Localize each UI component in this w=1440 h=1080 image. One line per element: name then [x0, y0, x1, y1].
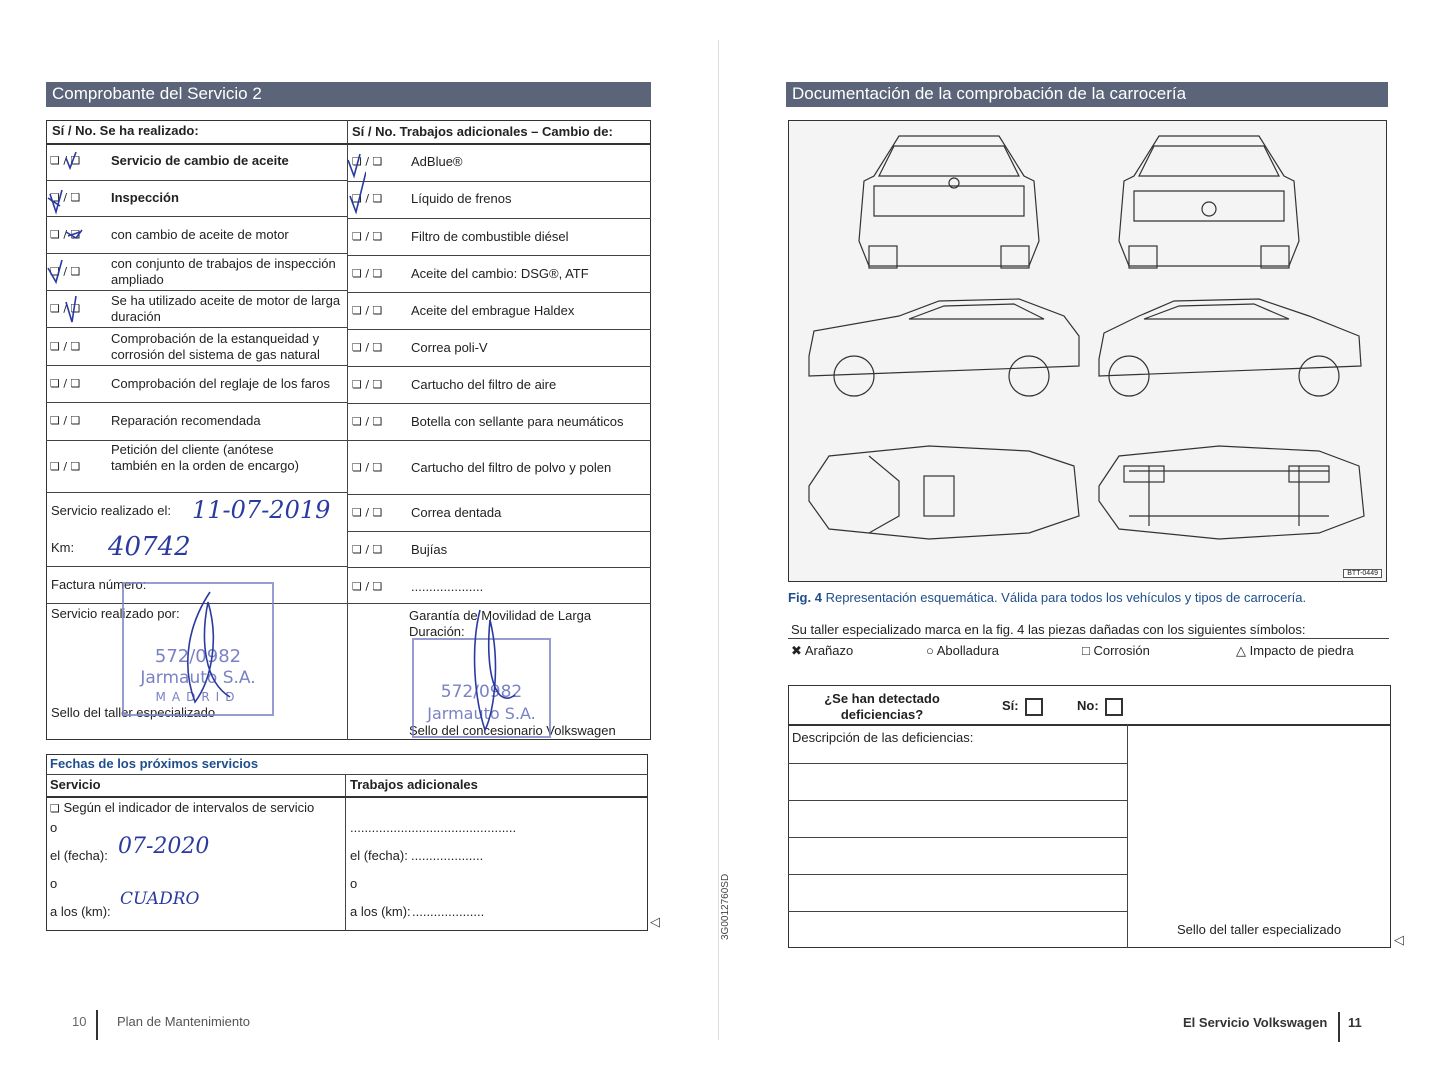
- checkbox-diesel-filter[interactable]: ❏ / ❏: [352, 230, 383, 243]
- item-customer-request: Petición del cliente (anótese también en la orden de encargo): [111, 442, 299, 473]
- stamp-number: 572/0982: [154, 646, 242, 667]
- yes-label: Sí:: [1002, 698, 1019, 713]
- checkbox-gear-oil[interactable]: ❏ / ❏: [352, 267, 383, 280]
- vehicle-diagram: [788, 120, 1387, 582]
- extra-other: ....................: [411, 579, 484, 594]
- extra-poly-v: Correa poli-V: [411, 340, 488, 355]
- yes-checkbox[interactable]: [1025, 698, 1043, 716]
- marks-intro: Su taller especializado marca en la fig. 4 las piezas dañadas con los siguientes símbolos:: [791, 622, 1306, 637]
- symbol-dent: [926, 643, 999, 659]
- extra-date-label: el (fecha):: [350, 848, 408, 863]
- page-number-right: 11: [1348, 1015, 1362, 1030]
- no-label: No:: [1077, 698, 1099, 713]
- figure-label: Fig. 4: [788, 590, 822, 605]
- spine-code: 3G0012760SD: [720, 873, 731, 940]
- continue-triangle-left: ◁: [650, 914, 660, 929]
- stamp-company: Jarmauto S.A.: [140, 668, 256, 688]
- checkbox-brake-fluid[interactable]: ❏ / ❏: [352, 192, 383, 205]
- section-header-service-2: Comprobante del Servicio 2: [46, 82, 651, 107]
- checkbox-headlights[interactable]: ❏ / ❏: [50, 377, 81, 390]
- figure-caption-text: Representación esquemática. Válida para todos los vehículos y tipos de carrocería.: [825, 590, 1307, 605]
- no-checkbox[interactable]: [1105, 698, 1123, 716]
- dent-icon: ○: [926, 643, 934, 658]
- symbol-dent-label: Abolladura: [936, 643, 999, 658]
- symbol-corrosion: [1082, 643, 1150, 659]
- workshop-stamp-label-right: Sello del taller especializado: [1177, 922, 1342, 937]
- car-side-view-sedan: [809, 299, 1079, 396]
- section-header-body-check: Documentación de la comprobación de la carrocería: [786, 82, 1388, 107]
- extra-timing-belt: Correa dentada: [411, 505, 502, 520]
- service-date-label: Servicio realizado el:: [51, 503, 171, 518]
- handwritten-checkmarks: [46, 146, 366, 566]
- checkbox-other[interactable]: ❏ / ❏: [352, 580, 383, 593]
- checkbox-pollen-filter[interactable]: ❏ / ❏: [352, 461, 383, 474]
- item-gas-system: Comprobación de la estanqueidad y corrosión del sistema de gas natural: [111, 331, 320, 362]
- or-3: o: [350, 876, 358, 891]
- interval-text: Según el indicador de intervalos de servicio: [63, 800, 315, 815]
- or-2: o: [50, 876, 58, 891]
- car-underbody-view: [1099, 446, 1364, 539]
- col-header-extra: Sí / No. Trabajos adicionales – Cambio de:: [352, 124, 613, 139]
- extra-date-dots: ....................: [411, 848, 484, 863]
- footer-title-right: El Servicio Volkswagen: [1183, 1015, 1328, 1030]
- car-top-view: [809, 446, 1079, 539]
- checkbox-poly-v[interactable]: ❏ / ❏: [352, 341, 383, 354]
- extra-sealant: Botella con sellante para neumáticos: [411, 414, 624, 429]
- interval-indicator-option[interactable]: [50, 800, 314, 817]
- checkbox-sealant[interactable]: ❏ / ❏: [352, 415, 383, 428]
- item-headlights: Comprobación del reglaje de los faros: [111, 376, 330, 391]
- mobility-label: Garantía de Movilidad de Larga Duración:: [409, 608, 592, 639]
- item-inspection: Inspección: [111, 190, 179, 205]
- next-date-value: 07-2020: [118, 834, 210, 859]
- workshop-stamp-label: Sello del taller especializado: [51, 705, 216, 720]
- item-oil-change: Servicio de cambio de aceite: [111, 153, 289, 168]
- extra-brake-fluid: Líquido de frenos: [411, 191, 512, 206]
- signature-dealer: [455, 600, 525, 740]
- corrosion-icon: □: [1082, 643, 1090, 658]
- interval-checkbox[interactable]: ❏: [50, 802, 60, 815]
- checkbox-inspection[interactable]: ❏ / ❏: [50, 191, 81, 204]
- item-engine-oil: con cambio de aceite de motor: [111, 227, 289, 242]
- extra-pollen-filter: Cartucho del filtro de polvo y polen: [411, 460, 612, 475]
- col-header-done: Sí / No. Se ha realizado:: [52, 123, 199, 138]
- extra-km-dots: ....................: [412, 904, 485, 919]
- dealer-stamp-company: Jarmauto S.A.: [427, 704, 536, 723]
- dealer-stamp-label: Sello del concesionario Volkswagen: [409, 723, 616, 738]
- dealer-stamp-number: 572/0982: [440, 682, 523, 702]
- scratch-icon: ✖: [791, 643, 802, 658]
- symbol-corrosion-label: Corrosión: [1093, 643, 1150, 658]
- extra-gear-oil: Aceite del cambio: DSG®, ATF: [411, 266, 589, 281]
- checkbox-air-filter[interactable]: ❏ / ❏: [352, 378, 383, 391]
- checkbox-gas-system[interactable]: ❏ / ❏: [50, 340, 81, 353]
- checkbox-oil-change[interactable]: ❏ / ❏: [50, 154, 81, 167]
- extra-haldex: Aceite del embrague Haldex: [411, 303, 575, 318]
- symbol-scratch-label: Arañazo: [804, 643, 854, 658]
- item-repair: Reparación recomendada: [111, 413, 261, 428]
- item-longlife-oil: Se ha utilizado aceite de motor de larga duración: [111, 293, 341, 324]
- car-side-view-hatch: [1099, 299, 1361, 396]
- extra-spark-plugs: Bujías: [411, 542, 448, 557]
- page-number-left: 10: [72, 1014, 87, 1029]
- service-date-value: 11-07-2019: [192, 496, 331, 524]
- checkbox-adblue[interactable]: ❏ / ❏: [352, 155, 383, 168]
- continue-triangle-right: ◁: [1394, 932, 1404, 947]
- detected-question: ¿Se han detectado deficiencias?: [824, 691, 940, 722]
- invoice-label: Factura número:: [51, 577, 147, 592]
- extra-adblue: AdBlue®: [411, 154, 463, 169]
- deficiencies-description-label: Descripción de las deficiencias:: [792, 730, 974, 745]
- footer-title-left: Plan de Mantenimiento: [117, 1014, 250, 1029]
- diagram-code: BTT-0449: [1343, 569, 1382, 578]
- next-col-service: Servicio: [50, 777, 101, 792]
- extra-diesel-filter: Filtro de combustible diésel: [411, 229, 569, 244]
- symbol-stone-chip-label: Impacto de piedra: [1249, 643, 1354, 658]
- checkbox-extended-inspection[interactable]: ❏ / ❏: [50, 265, 81, 278]
- stamp-city: MADRID: [155, 690, 241, 704]
- next-col-extra: Trabajos adicionales: [350, 777, 478, 792]
- item-extended-inspection: con conjunto de trabajos de inspección ampliado: [111, 256, 336, 287]
- checkbox-spark-plugs[interactable]: ❏ / ❏: [352, 543, 383, 556]
- car-rear-view: [859, 136, 1039, 268]
- checkbox-customer-request[interactable]: ❏ / ❏: [50, 460, 81, 473]
- or-1: o: [50, 820, 58, 835]
- extra-km-label: a los (km):: [350, 904, 411, 919]
- km-value: 40742: [108, 532, 191, 562]
- stone-chip-icon: △: [1236, 643, 1246, 658]
- next-km-value: CUADRO: [120, 889, 200, 909]
- checkbox-haldex[interactable]: ❏ / ❏: [352, 304, 383, 317]
- next-km-label: a los (km):: [50, 904, 111, 919]
- extra-dots-line: ..............................................: [350, 820, 517, 835]
- next-date-label: el (fecha):: [50, 848, 108, 863]
- checkbox-repair[interactable]: ❏ / ❏: [50, 414, 81, 427]
- checkbox-timing-belt[interactable]: ❏ / ❏: [352, 506, 383, 519]
- symbol-scratch: [791, 643, 853, 659]
- signature-workshop: [150, 582, 260, 722]
- figure-caption: [788, 590, 1306, 606]
- extra-air-filter: Cartucho del filtro de aire: [411, 377, 557, 392]
- checkbox-engine-oil[interactable]: ❏ / ❏: [50, 228, 81, 241]
- done-by-label: Servicio realizado por:: [51, 606, 180, 621]
- checkbox-longlife-oil[interactable]: ❏ / ❏: [50, 302, 81, 315]
- car-front-view: [1119, 136, 1299, 268]
- km-label: Km:: [51, 540, 75, 555]
- symbol-stone-chip: [1236, 643, 1354, 659]
- next-services-title: Fechas de los próximos servicios: [50, 756, 259, 771]
